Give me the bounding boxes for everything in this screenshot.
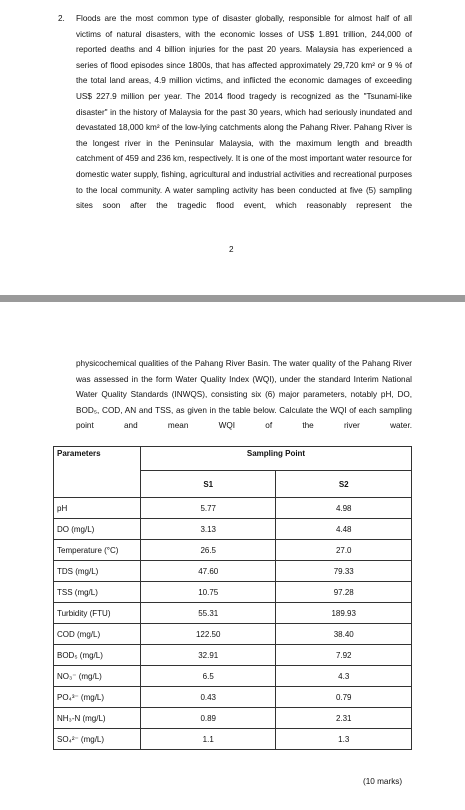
page-separator [0,295,465,302]
parameter-cell: SO₄²⁻ (mg/L) [54,729,141,750]
parameter-cell: PO₄³⁻ (mg/L) [54,687,141,708]
table-row [54,708,412,729]
value-cell-s1: 1.1 [141,729,276,750]
value-cell-s2: 97.28 [276,582,412,603]
value-cell-s2: 4.3 [276,666,412,687]
parameter-cell: Temperature (°C) [54,540,141,561]
value-cell-s1: 55.31 [141,603,276,624]
table-row [54,624,412,645]
parameter-cell: pH [54,498,141,519]
value-cell-s1: 6.5 [141,666,276,687]
parameters-header: Parameters [54,447,141,498]
parameter-cell: TSS (mg/L) [54,582,141,603]
parameter-cell: COD (mg/L) [54,624,141,645]
table-row [54,729,412,750]
parameter-cell: DO (mg/L) [54,519,141,540]
table-row [54,498,412,519]
question-paragraph-two: physicochemical qualities of the Pahang River Basin. The water quality of the Pahang River was assessed in the form Water Quality Index (WQI), under the standard Interim National Water Quality Standards (INWQS), consisting six (6) major parameters, notably pH, DO, BOD₅, COD, AN and TSS, as given in the table below. Calculate the WQI of each sampling point and mean WQI of the river water. [76,359,412,431]
question-number: 2. [58,14,65,23]
value-cell-s2: 38.40 [276,624,412,645]
table-body [54,498,412,750]
value-cell-s1: 0.89 [141,708,276,729]
value-cell-s1: 47.60 [141,561,276,582]
value-cell-s1: 0.43 [141,687,276,708]
value-cell-s2: 4.98 [276,498,412,519]
value-cell-s2: 0.79 [276,687,412,708]
water-quality-table [53,446,412,750]
marks-label: (10 marks) [363,777,403,786]
table-header-row [54,447,412,471]
parameter-cell: NO₃⁻ (mg/L) [54,666,141,687]
table-row [54,603,412,624]
value-cell-s1: 26.5 [141,540,276,561]
value-cell-s1: 5.77 [141,498,276,519]
question-paragraph-one: Floods are the most common type of disaster globally, responsible for almost half of all victims of natural disasters, with the economic losses of US$ 1.891 trillion, 244,000 of reported deaths and 4 billion injuries for the past 20 years. Malaysia has experienced a series of flood episodes since 1800s, that has affected approximately 29,720 km² or 9 % of the total land areas, 4.9 million victims, and inflicted the economic damages of exceeding US$ 227.9 million per year. The 2014 flood tragedy is recognized as the "Tsunami-like disaster" in the history of Malaysia for the past 30 years, which had seriously inundated and devastated 18,000 km² of the low-lying catchments along the Pahang River. Pahang River is the longest river in the Peninsular Malaysia, with the maximum length and breadth catchment of 459 and 236 km, respectively. It is one of the most important water resource for domestic water supply, fishing, agricultural and industrial activities and recreational purposes to the local community. A water sampling activity has been conducted at five (5) sampling sites soon after the tragedic flood event, which reasonably represent the [76,14,412,211]
table-row [54,645,412,666]
site-header-s1: S1 [141,471,276,498]
value-cell-s2: 4.48 [276,519,412,540]
table-row [54,687,412,708]
value-cell-s1: 122.50 [141,624,276,645]
value-cell-s2: 2.31 [276,708,412,729]
parameter-cell: BOD₅ (mg/L) [54,645,141,666]
value-cell-s2: 7.92 [276,645,412,666]
sampling-point-header: Sampling Point [141,447,412,471]
page-one [0,0,465,292]
value-cell-s2: 1.3 [276,729,412,750]
table-row [54,561,412,582]
value-cell-s1: 10.75 [141,582,276,603]
value-cell-s2: 189.93 [276,603,412,624]
value-cell-s1: 3.13 [141,519,276,540]
page-number: 2 [229,245,234,254]
table-row [54,666,412,687]
table-row [54,540,412,561]
value-cell-s1: 32.91 [141,645,276,666]
parameter-cell: TDS (mg/L) [54,561,141,582]
table-row [54,519,412,540]
value-cell-s2: 27.0 [276,540,412,561]
site-header-s2: S2 [276,471,412,498]
parameter-cell: NH₃-N (mg/L) [54,708,141,729]
parameter-cell: Turbidity (FTU) [54,603,141,624]
table-row [54,582,412,603]
value-cell-s2: 79.33 [276,561,412,582]
